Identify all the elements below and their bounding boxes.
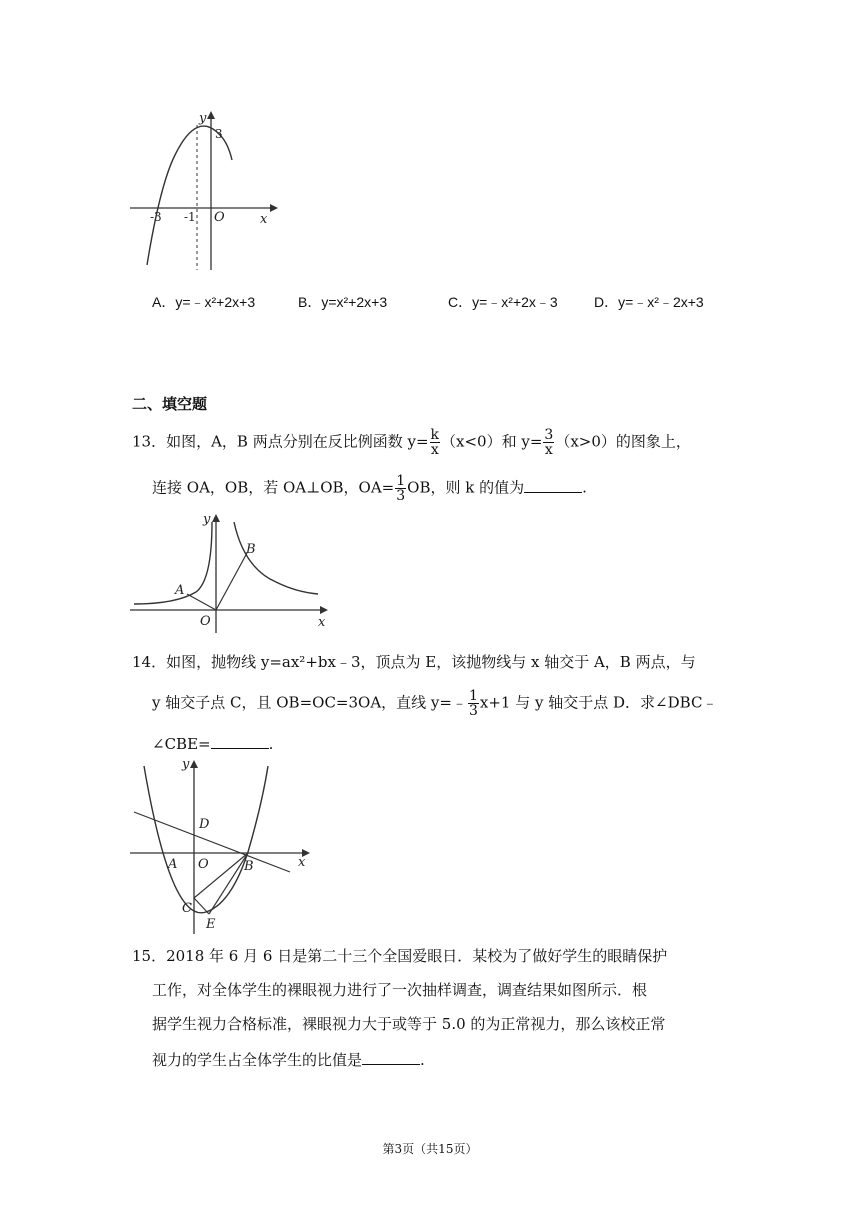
answer-blank[interactable] xyxy=(524,478,582,493)
x-axis-arrow xyxy=(270,204,278,212)
x-axis-label: x xyxy=(260,212,268,227)
point-b-label: B xyxy=(246,542,256,557)
q13-hyperbola-figure xyxy=(126,508,336,634)
q12-choice-b: B．y=x²+2x+3 xyxy=(298,294,388,310)
answer-blank[interactable] xyxy=(211,734,269,749)
q12-parabola-figure xyxy=(120,105,280,275)
origin-label: O xyxy=(200,614,211,629)
q12-choice-a: A．y=﹣x²+2x+3 xyxy=(152,294,256,310)
q15-line-4: 视力的学生占全体学生的比值是 . xyxy=(152,1051,425,1069)
y-axis-arrow xyxy=(207,111,215,119)
q14-line-1: 14．如图，抛物线 y=ax²+bx﹣3，顶点为 E，该抛物线与 x 轴交于 A，B 两点，与 xyxy=(132,653,696,671)
point-a-label: A xyxy=(175,583,185,598)
tick-label-neg1: -1 xyxy=(184,210,196,224)
y-axis-label: y xyxy=(203,512,211,527)
y-axis-label: y xyxy=(199,111,207,126)
fraction-3-over-x: $\frac{3}{x}$ xyxy=(544,427,554,458)
q13-line-1: 13．如图，A，B 两点分别在反比例函数 y= $\frac{k}{x}$ （x<0）和 y= $\frac{3}{x}$ （x>0）的图象上， xyxy=(132,427,691,458)
q14-line-2: y 轴交子点 C，且 OB=OC=3OA，直线 y=﹣ $\frac{1}{3}$ x+1 与 y 轴交于点 D．求∠DBC﹣ xyxy=(152,688,718,719)
q15-line-3: 据学生视力合格标准，裸眼视力大于或等于 5.0 的为正常视力，那么该校正常 xyxy=(152,1015,666,1033)
point-a-label: A xyxy=(168,857,178,872)
y-axis-arrow xyxy=(190,760,198,768)
origin-label: O xyxy=(198,857,209,872)
point-b-label: B xyxy=(244,859,254,874)
point-c-label: C xyxy=(182,901,192,916)
segment-ob xyxy=(216,553,247,610)
right-hyperbola-branch xyxy=(234,522,318,594)
page-footer: 第3页（共15页） xyxy=(382,1142,478,1156)
q12-choice-d: D．y=﹣x²﹣2x+3 xyxy=(594,294,704,310)
origin-label: O xyxy=(214,210,225,225)
line-y-neg-third-x-plus-1 xyxy=(134,812,290,872)
point-d-label: D xyxy=(199,817,210,832)
fraction-1-over-3: $\frac{1}{3}$ xyxy=(396,473,406,504)
x-axis-arrow xyxy=(320,606,328,614)
x-axis-label: x xyxy=(298,855,306,870)
segment-oa xyxy=(187,594,216,610)
parabola-curve xyxy=(147,126,232,265)
x-axis-label: x xyxy=(318,615,326,630)
point-e-label: E xyxy=(206,917,216,932)
q14-parabola-figure xyxy=(126,754,316,936)
q14-line-3: ∠CBE= . xyxy=(152,735,274,753)
fraction-k-over-x: $\frac{k}{x}$ xyxy=(430,427,440,458)
q13-line-2: 连接 OA，OB，若 OA⊥OB，OA= $\frac{1}{3}$ OB，则 k 的值为 . xyxy=(152,473,587,504)
y-axis-label: y xyxy=(182,757,190,772)
segment-eb xyxy=(209,853,248,914)
section-title: 二、填空题 xyxy=(132,395,208,413)
left-hyperbola-branch xyxy=(134,522,212,604)
y-axis-arrow xyxy=(212,514,220,522)
q15-line-2: 工作，对全体学生的裸眼视力进行了一次抽样调查，调查结果如图所示．根 xyxy=(152,981,648,999)
q15-line-1: 15．2018 年 6 月 6 日是第二十三个全国爱眼日．某校为了做好学生的眼睛保护 xyxy=(132,947,668,965)
answer-blank[interactable] xyxy=(362,1050,420,1065)
tick-label-3: 3 xyxy=(215,127,223,141)
fraction-1-over-3: $\frac{1}{3}$ xyxy=(468,688,478,719)
tick-label-neg3: -3 xyxy=(150,210,162,224)
q12-choice-c: C．y=﹣x²+2x﹣3 xyxy=(448,294,558,310)
